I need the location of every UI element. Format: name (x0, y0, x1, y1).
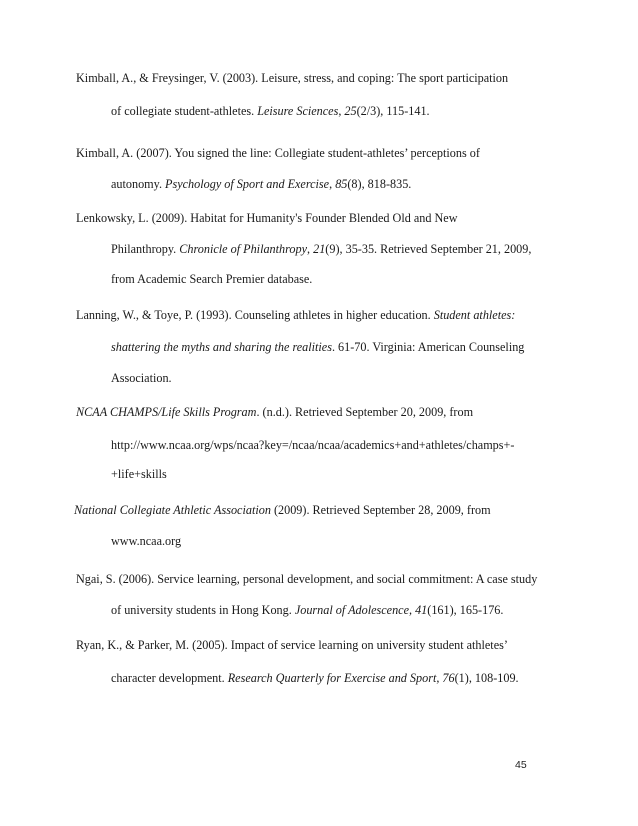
text-segment: . (n.d.). Retrieved September 20, 2009, from (256, 405, 474, 419)
text-segment: Ngai, S. (2006). Service learning, personal development, and social commitment: A case study (76, 572, 538, 586)
text-segment: (161), 165-176. (427, 603, 504, 617)
reference-first-line (76, 405, 473, 420)
italic-segment: National Collegiate Athletic Association (74, 503, 271, 517)
text-segment: , (329, 177, 336, 191)
italic-segment: shattering the myths and sharing the realities (111, 340, 332, 354)
reference-continuation-line (111, 177, 411, 192)
reference-first-line (76, 71, 508, 86)
text-segment: (2009). Retrieved September 28, 2009, from (270, 503, 491, 517)
text-segment: (2/3), 115-141. (356, 104, 430, 118)
text-segment: Association. (111, 371, 172, 385)
text-segment: Kimball, A. (2007). You signed the line: Collegiate student-athletes’ perceptions of (76, 146, 480, 160)
text-segment: http://www.ncaa.org/wps/ncaa?key=/ncaa/ncaa/academics+and+athletes/champs+- (111, 438, 515, 452)
reference-continuation-line (111, 104, 430, 119)
reference-first-line (76, 211, 458, 226)
italic-segment: Student athletes: (433, 308, 516, 322)
text-segment: character development. (111, 671, 228, 685)
page-number: 45 (515, 759, 527, 771)
reference-first-line (74, 503, 491, 518)
reference-first-line (76, 638, 508, 653)
reference-continuation-line (111, 242, 531, 257)
text-segment: (9), 35-35. Retrieved September 21, 2009, (325, 242, 532, 256)
text-segment: , (338, 104, 345, 118)
italic-segment: Chronicle of Philanthropy (179, 242, 308, 256)
text-segment: Kimball, A., & Freysinger, V. (2003). Leisure, stress, and coping: The sport participation (76, 71, 509, 85)
text-segment: . 61-70. Virginia: American Counseling (331, 340, 525, 354)
text-segment: www.ncaa.org (111, 534, 182, 548)
reference-continuation-line (111, 603, 503, 618)
reference-first-line (76, 146, 480, 161)
italic-segment: Leisure Sciences (257, 104, 339, 118)
text-segment: (1), 108-109. (454, 671, 519, 685)
text-segment: +life+skills (111, 467, 167, 481)
text-segment: from Academic Search Premier database. (111, 272, 313, 286)
reference-continuation-line (111, 534, 181, 549)
text-segment: of collegiate student-athletes. (111, 104, 258, 118)
text-segment: autonomy. (111, 177, 166, 191)
italic-segment: Journal of Adolescence, 41 (294, 603, 428, 617)
reference-continuation-line (111, 272, 312, 287)
text-segment: of university students in Hong Kong. (111, 603, 295, 617)
italic-segment: 85 (335, 177, 348, 191)
text-segment: , (307, 242, 314, 256)
text-segment: Lanning, W., & Toye, P. (1993). Counseling athletes in higher education. (76, 308, 434, 322)
reference-continuation-line (111, 671, 519, 686)
reference-continuation-line (111, 371, 172, 386)
text-segment: Philanthropy. (111, 242, 180, 256)
italic-segment: 21 (313, 242, 326, 256)
text-segment: Lenkowsky, L. (2009). Habitat for Humanity's Founder Blended Old and New (76, 211, 458, 225)
text-segment: (8), 818-835. (347, 177, 412, 191)
text-segment: Ryan, K., & Parker, M. (2005). Impact of service learning on university student athletes’ (76, 638, 508, 652)
reference-first-line (76, 572, 537, 587)
reference-continuation-line (111, 438, 514, 453)
italic-segment: Psychology of Sport and Exercise (165, 177, 330, 191)
reference-continuation-line (111, 340, 524, 355)
italic-segment: 25 (344, 104, 357, 118)
italic-segment: NCAA CHAMPS/Life Skills Program (76, 405, 257, 419)
reference-first-line (76, 308, 515, 323)
italic-segment: Research Quarterly for Exercise and Sport, 76 (227, 671, 455, 685)
reference-continuation-line (111, 467, 167, 482)
